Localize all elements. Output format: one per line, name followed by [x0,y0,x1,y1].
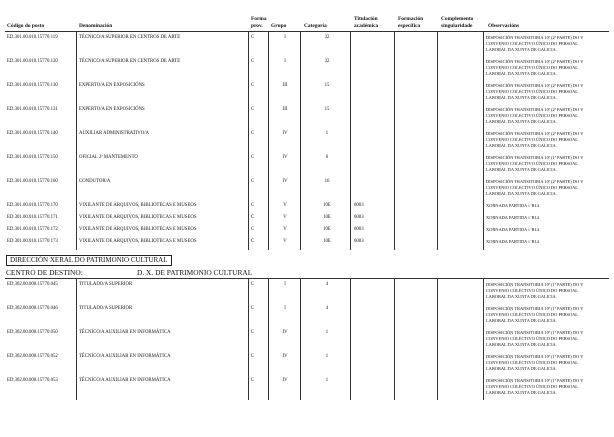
cell-denominacion: TÉCNICO/A SUPERIOR EN CENTROS DE ARTE [79,59,181,64]
column-rule [300,31,301,250]
col-header-denominacion: Denominación [79,23,113,29]
observation-line: CONVENIO COLECTIVO ÚNICO DO PERSOAL [486,113,578,119]
observation-line: CONVENIO COLECTIVO ÚNICO DO PERSOAL [486,360,578,366]
cell-denominacion: TÉCNICO/A SUPERIOR EN CENTROS DE ARTE [79,35,181,40]
cell-observacions [486,35,614,54]
observation-line: DISPOSICIÓN TRANSITORIA 10ª (1ª PARTE) DO V [486,155,584,160]
col-header-titulacion-1: Titulación [354,16,378,22]
cell-categoria: 10E [323,215,331,220]
cell-observacions [486,330,614,349]
cell-forma: C [251,155,255,160]
column-rule [394,278,395,400]
cell-categoria: 10E [323,203,331,208]
col-header-formacion-2: específica [398,23,421,29]
cell-categoria: 1 [325,330,329,335]
cell-code: ED.302.00.000.15770.045 [7,282,58,287]
cell-denominacion: VIXILANTE DE ARQUIVOS, BIBLIOTECAS E MUSEOS [79,203,197,208]
cell-categoria: 6 [325,155,329,160]
observation-line: CONVENIO COLECTIVO ÚNICO DO PERSOAL [486,312,578,318]
cell-grupo: IV [282,330,288,335]
cell-grupo: I [284,306,286,311]
cell-denominacion: TÉCNICO/A AUXILIAR EN INFORMÁTICA [79,354,171,359]
column-rule [437,278,438,400]
cell-observacions [486,131,614,150]
observation-line: DISPOSICIÓN TRANSITORIA 10ª (1ª PARTE) DO V [486,354,584,359]
cell-grupo: V [283,239,287,244]
column-rule [483,31,484,250]
observation-line: DISPOSICIÓN TRANSITORIA 10ª (2ª PARTE) DO V [486,59,584,64]
col-header-forma-2: prov. [251,23,263,29]
observation-line: DISPOSICIÓN TRANSITORIA 10ª (2ª PARTE) DO V [486,131,584,136]
observation-line: CONVENIO COLECTIVO ÚNICO DO PERSOAL [486,65,578,71]
cell-observacions [486,282,614,301]
cell-categoria: 1 [325,131,329,136]
cell-code: ED.301.00.010.15770.150 [7,155,58,160]
cell-grupo: I [284,282,286,287]
col-header-titulacion-2: académica [354,23,379,29]
column-rule [248,31,249,250]
cell-forma: C [251,83,255,88]
cell-denominacion: VIXILANTE DE ARQUIVOS, BIBLIOTECAS E MUSEOS [79,227,197,232]
cell-observacions [486,203,614,209]
cell-forma: C [251,306,255,311]
observation-line: CONVENIO COLECTIVO ÚNICO DO PERSOAL [486,89,578,95]
observation-line: LABORAL DA XUNTA DE GALICIA. [486,342,557,348]
cell-categoria: 10E [323,227,331,232]
cell-code: ED.302.00.000.15770.052 [7,354,58,359]
col-header-observacions: Observacións [488,23,520,29]
destination-value: D. X. DE PATRIMONIO CULTURAL [137,268,253,277]
column-rule [437,31,438,250]
observation-line: LABORAL DA XUNTA DE GALICIA. [486,294,557,300]
observation-line: DISPOSICIÓN TRANSITORIA 10ª (1ª PARTE) DO V [486,282,584,287]
cell-observacions [486,227,614,233]
cell-observacions [486,83,614,102]
cell-forma: C [251,215,255,220]
cell-denominacion: VIXILANTE DE ARQUIVOS, BIBLIOTECAS E MUSEOS [79,239,197,244]
cell-observacions [486,239,614,245]
cell-denominacion: TÉCNICO/A AUXILIAR EN INFORMÁTICA [79,330,171,335]
cell-code: ED.302.00.000.15770.053 [7,378,58,383]
observation-line: LABORAL DA XUNTA DE GALICIA. [486,390,557,396]
cell-grupo: IV [282,179,288,184]
cell-forma: C [251,35,255,40]
cell-observacions [486,59,614,78]
observation-line: DISPOSICIÓN TRANSITORIA 10ª (2ª PARTE) DO V [486,179,584,184]
cell-code: ED.301.00.010.15770.140 [7,131,58,136]
cell-grupo: V [283,227,287,232]
column-rule [350,278,351,400]
cell-denominacion: TÉCNICO/A AUXILIAR EN INFORMÁTICA [79,378,171,383]
observation-line: LABORAL DA XUNTA DE GALICIA. [486,318,557,324]
cell-forma: C [251,354,255,359]
cell-observacions [486,354,614,373]
observation-line: CONVENIO COLECTIVO ÚNICO DO PERSOAL [486,161,578,167]
cell-categoria: 10E [323,239,331,244]
cell-forma: C [251,203,255,208]
cell-forma: C [251,59,255,64]
observation-line: XORNADA PARTIDA // B14 [486,227,539,232]
cell-observacions [486,179,614,198]
cell-code: ED.302.00.000.15770.050 [7,330,58,335]
cell-titulacion: 6003 [354,227,364,232]
header-rule [5,31,609,32]
observation-line: DISPOSICIÓN TRANSITORIA 10ª (2ª PARTE) DO V [486,107,584,112]
section-title: DIRECCIÓN XERAL DO PATRIMONIO CULTURAL [6,255,172,266]
cell-code: ED.302.00.000.15770.046 [7,306,58,311]
cell-forma: C [251,131,255,136]
cell-forma: C [251,239,255,244]
cell-grupo: IV [282,378,288,383]
cell-denominacion: OFICIAL 2ª MANTEMENTO [79,155,138,160]
cell-observacions [486,378,614,397]
observation-line: CONVENIO COLECTIVO ÚNICO DO PERSOAL [486,288,578,294]
observation-line: CONVENIO COLECTIVO ÚNICO DO PERSOAL [486,137,578,143]
observation-line: LABORAL DA XUNTA DE GALICIA. [486,95,557,101]
cell-forma: C [251,330,255,335]
observation-line: LABORAL DA XUNTA DE GALICIA. [486,167,557,173]
col-header-grupo: Grupo [271,23,287,29]
observation-line: DISPOSICIÓN TRANSITORIA 10ª (1ª PARTE) DO V [486,378,584,383]
observation-line: DISPOSICIÓN TRANSITORIA 10ª (1ª PARTE) DO V [486,306,584,311]
cell-categoria: 32 [324,35,330,40]
observation-line: LABORAL DA XUNTA DE GALICIA. [486,119,557,125]
observation-line: LABORAL DA XUNTA DE GALICIA. [486,191,557,197]
cell-code: ED.301.00.010.15770.119 [7,35,58,40]
cell-denominacion: CONDUTOR/A [79,179,111,184]
cell-grupo: I [284,59,286,64]
cell-grupo: IV [282,354,288,359]
column-rule [76,278,77,400]
cell-grupo: V [283,203,287,208]
cell-titulacion: 6003 [354,215,364,220]
observation-line: DISPOSICIÓN TRANSITORIA 10ª (2ª PARTE) DO V [486,83,584,88]
observation-line: XORNADA PARTIDA // B14 [486,239,539,244]
cell-denominacion: TITULADO/A SUPERIOR [79,306,133,311]
cell-code: ED.301.00.010.15770.173 [7,239,58,244]
col-header-forma-1: Forma [251,16,267,22]
cell-observacions [486,215,614,221]
cell-grupo: III [282,83,288,88]
cell-forma: C [251,179,255,184]
cell-observacions [486,306,614,325]
cell-grupo: V [283,215,287,220]
cell-code: ED.301.00.010.15770.130 [7,83,58,88]
observation-line: XORNADA PARTIDA // B14 [486,215,539,220]
cell-grupo: IV [282,131,288,136]
cell-categoria: 1 [325,378,329,383]
cell-forma: C [251,107,255,112]
cell-denominacion: EXPERTO/A EN EXPOSICIÓNS [79,107,145,112]
cell-forma: C [251,227,255,232]
cell-categoria: 16 [324,179,330,184]
cell-code: ED.301.00.010.15770.170 [7,203,58,208]
observation-line: LABORAL DA XUNTA DE GALICIA. [486,47,557,53]
column-rule [268,31,269,250]
column-rule [350,31,351,250]
cell-code: ED.301.00.010.15770.120 [7,59,58,64]
cell-grupo: III [282,107,288,112]
cell-forma: C [251,378,255,383]
column-rule [300,278,301,400]
cell-code: ED.301.00.010.15770.131 [7,107,58,112]
cell-grupo: I [284,35,286,40]
cell-denominacion: VIXILANTE DE ARQUIVOS, BIBLIOTECAS E MUSEOS [79,215,197,220]
col-header-formacion-1: Formación [398,16,424,22]
cell-denominacion: TITULADO/A SUPERIOR [79,282,133,287]
column-rule [394,31,395,250]
cell-titulacion: 6003 [354,203,364,208]
cell-code: ED.301.00.010.15770.171 [7,215,58,220]
destination-label: CENTRO DE DESTINO: [6,268,83,277]
cell-forma: C [251,282,255,287]
col-header-complemento-2: singularidade [441,23,473,29]
cell-categoria: 4 [325,306,329,311]
observation-line: LABORAL DA XUNTA DE GALICIA. [486,366,557,372]
column-rule [248,278,249,400]
observation-line: LABORAL DA XUNTA DE GALICIA. [486,143,557,149]
cell-code: ED.301.00.010.15770.172 [7,227,58,232]
cell-observacions [486,107,614,126]
cell-titulacion: 6003 [354,239,364,244]
column-rule [483,278,484,400]
observation-line: XORNADA PARTIDA // B14 [486,203,539,208]
cell-categoria: 1 [325,354,329,359]
cell-categoria: 15 [324,107,330,112]
cell-categoria: 4 [325,282,329,287]
cell-denominacion: EXPERTO/A EN EXPOSICIÓNS [79,83,145,88]
column-rule [76,31,77,250]
col-header-complemento-1: Complemento [441,16,474,22]
observation-line: CONVENIO COLECTIVO ÚNICO DO PERSOAL [486,41,578,47]
observation-line: DISPOSICIÓN TRANSITORIA 10ª (2ª PARTE) DO V [486,35,584,40]
observation-line: CONVENIO COLECTIVO ÚNICO DO PERSOAL [486,185,578,191]
section-rule [5,278,609,279]
column-rule [268,278,269,400]
col-header-categoria: Categoría [304,23,327,29]
cell-categoria: 32 [324,59,330,64]
cell-observacions [486,155,614,174]
observation-line: CONVENIO COLECTIVO ÚNICO DO PERSOAL [486,384,578,390]
cell-denominacion: AUXILIAR ADMINISTRATIVO/A [79,131,149,136]
observation-line: LABORAL DA XUNTA DE GALICIA. [486,71,557,77]
observation-line: DISPOSICIÓN TRANSITORIA 10ª (1ª PARTE) DO V [486,330,584,335]
cell-categoria: 15 [324,83,330,88]
cell-grupo: IV [282,155,288,160]
cell-code: ED.301.00.010.15770.160 [7,179,58,184]
observation-line: CONVENIO COLECTIVO ÚNICO DO PERSOAL [486,336,578,342]
col-header-codigo: Código do posto [7,23,45,29]
